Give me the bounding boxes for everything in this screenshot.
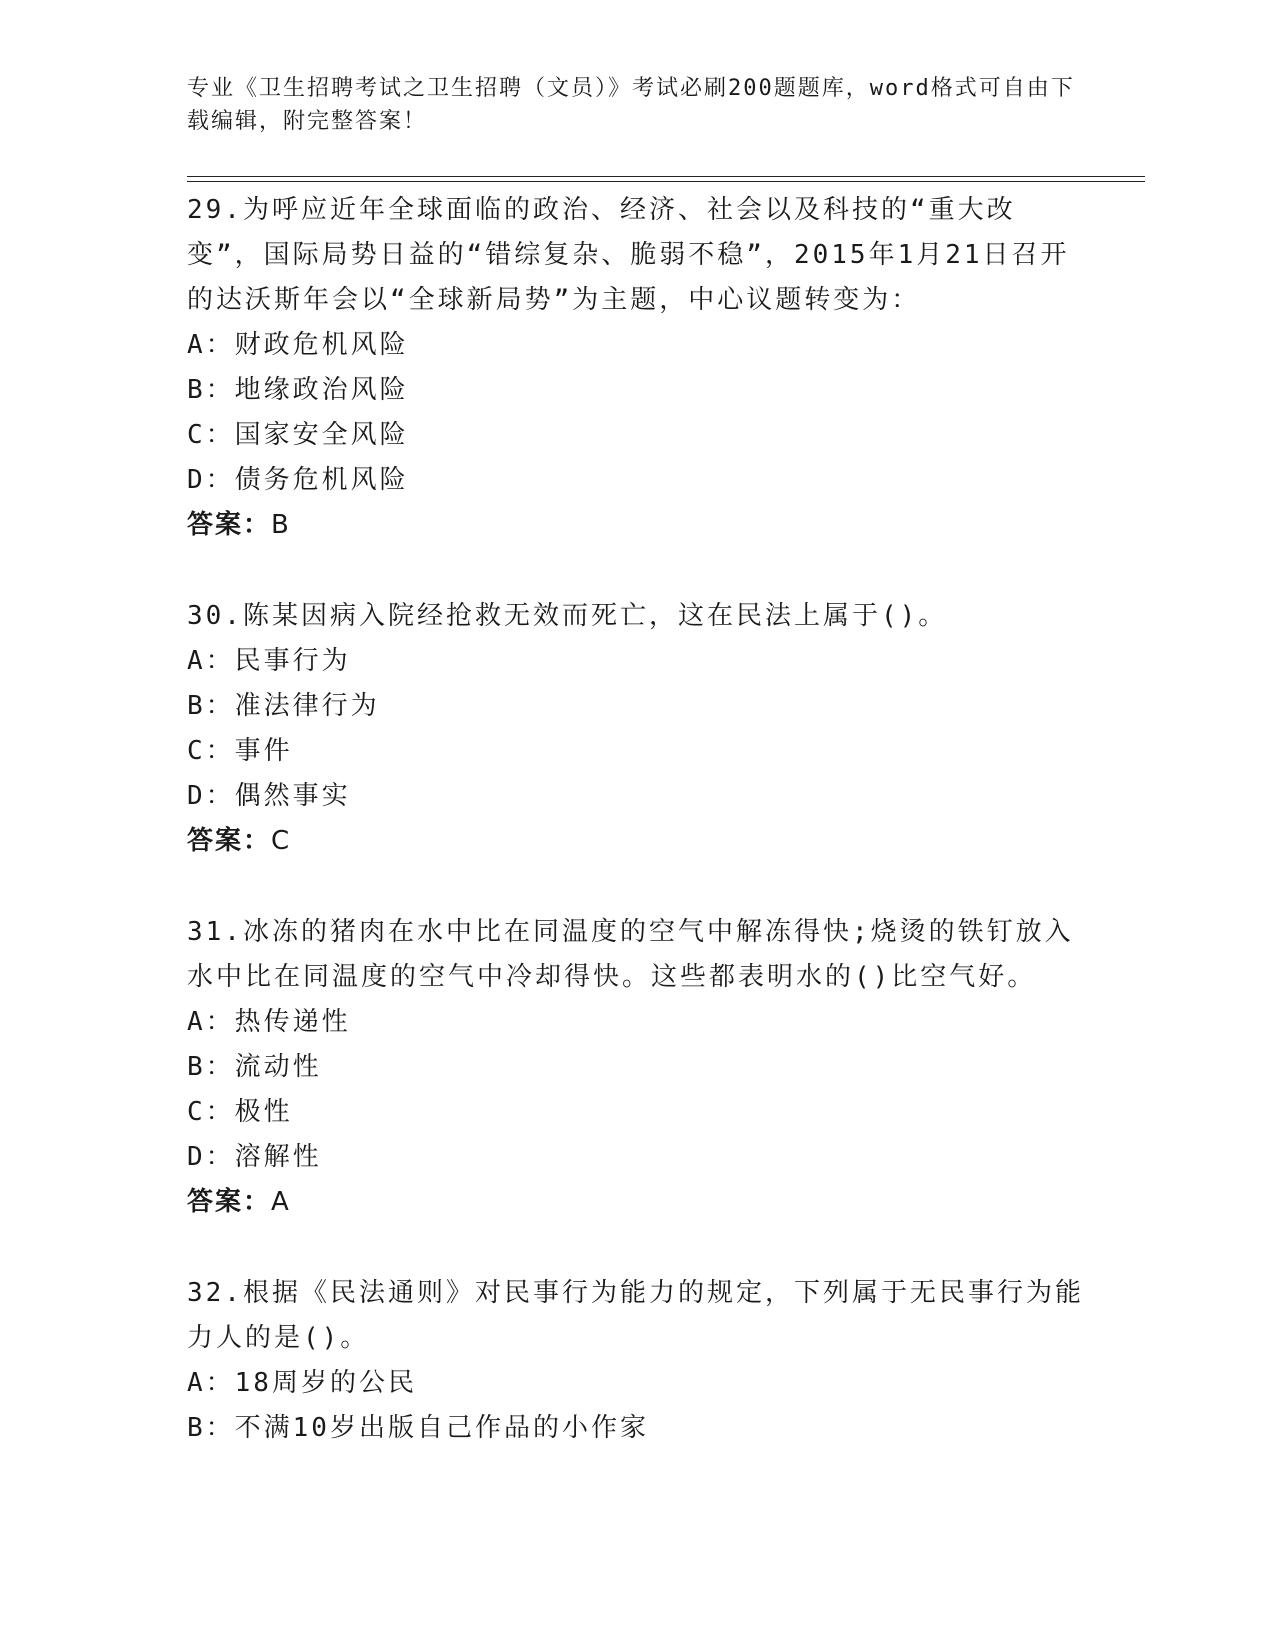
answer (187, 819, 1087, 864)
question-list (187, 188, 1087, 1497)
option-a: A：18周岁的公民 (187, 1368, 417, 1398)
question-stem: 30.陈某因病入院经抢救无效而死亡，这在民法上属于()。 (187, 601, 948, 631)
header-divider-top (187, 176, 1145, 177)
option-d: D：溶解性 (187, 1142, 322, 1172)
option-d: D：偶然事实 (187, 781, 351, 811)
option-d: D：债务危机风险 (187, 465, 409, 495)
question-31 (187, 910, 1087, 1225)
answer-label: 答案： (187, 510, 272, 540)
option-b: B：准法律行为 (187, 691, 380, 721)
question-32 (187, 1271, 1087, 1451)
document-header: 专业《卫生招聘考试之卫生招聘（文员）》考试必刷200题题库，word格式可自由下载编辑，附完整答案！ (187, 76, 1075, 134)
option-c: C：极性 (187, 1097, 293, 1127)
question-29 (187, 188, 1087, 548)
option-a: A：热传递性 (187, 1007, 351, 1037)
answer (187, 503, 1087, 548)
option-c: C：国家安全风险 (187, 420, 409, 450)
answer-value: B (271, 510, 291, 540)
question-30 (187, 594, 1087, 864)
answer-value: C (271, 826, 292, 856)
question-stem: 32.根据《民法通则》对民事行为能力的规定，下列属于无民事行为能力人的是()。 (187, 1278, 1084, 1353)
question-stem: 31.冰冻的猪肉在水中比在同温度的空气中解冻得快;烧烫的铁钉放入水中比在同温度的空气中冷却得快。这些都表明水的()比空气好。 (187, 917, 1074, 992)
option-a: A：民事行为 (187, 646, 351, 676)
answer-value: A (271, 1187, 291, 1217)
option-b: B：流动性 (187, 1052, 322, 1082)
option-b: B：不满10岁出版自己作品的小作家 (187, 1413, 649, 1443)
option-b: B：地缘政治风险 (187, 375, 409, 405)
answer-label: 答案： (187, 826, 272, 856)
header-divider-bottom (187, 181, 1145, 182)
question-stem: 29.为呼应近年全球面临的政治、经济、社会以及科技的“重大改变”，国际局势日益的“错综复杂、脆弱不稳”，2015年1月21日召开的达沃斯年会以“全球新局势”为主题，中心议题转变为： (187, 195, 1070, 315)
option-c: C：事件 (187, 736, 293, 766)
option-a: A：财政危机风险 (187, 330, 409, 360)
answer (187, 1180, 1087, 1225)
answer-label: 答案： (187, 1187, 272, 1217)
